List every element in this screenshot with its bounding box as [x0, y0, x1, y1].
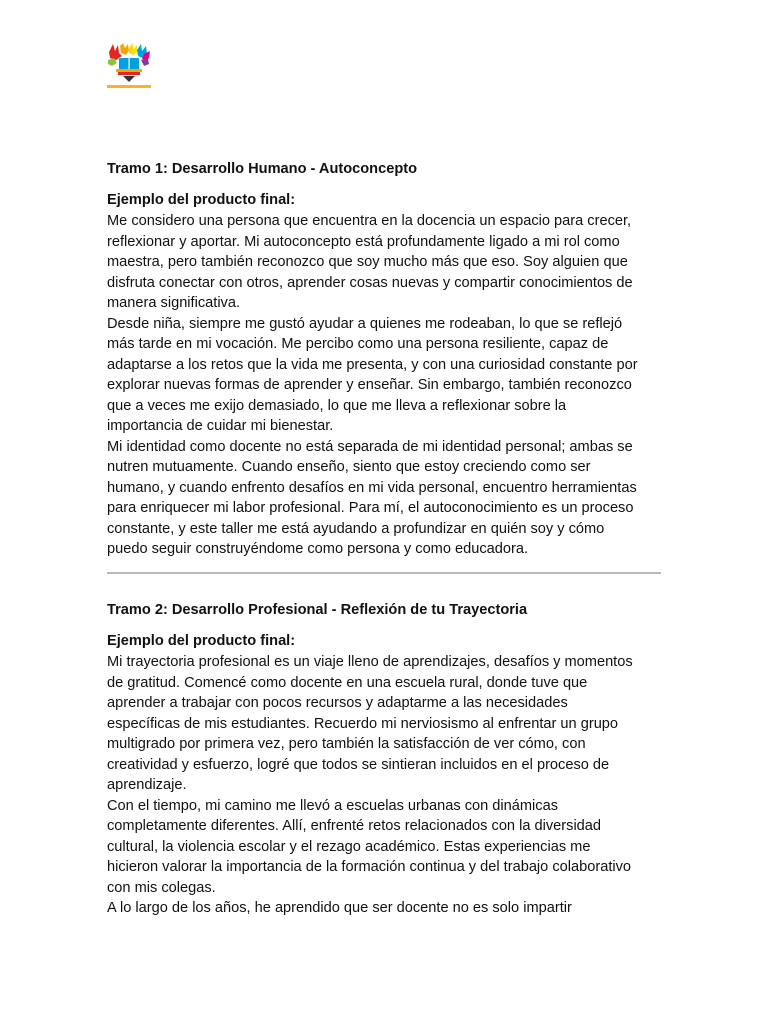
- text-line: adaptarse a los retos que la vida me presenta, y con una curiosidad constante por: [107, 356, 638, 373]
- text-line: nutren mutuamente. Cuando enseño, siento que estoy creciendo como ser: [107, 459, 591, 475]
- section1-title: Tramo 1: Desarrollo Humano - Autoconcepto: [107, 161, 418, 177]
- text-line: completamente diferentes. Allí, enfrenté retos relacionados con la diversidad: [107, 818, 602, 834]
- section2-text: [107, 652, 667, 919]
- text-line: maestra, pero también reconozco que soy mucho más que eso. Soy alguien que: [107, 254, 628, 270]
- text-line: Mi identidad como docente no está separada de mi identidad personal; ambas se: [107, 438, 633, 455]
- logo-mark-icon: [106, 42, 152, 90]
- section-divider: [107, 572, 661, 574]
- text-line: aprender a trabajar con pocos recursos y adaptarme a las necesidades: [107, 695, 568, 711]
- text-line: Desde niña, siempre me gustó ayudar a quienes me rodeaban, lo que se reflejó: [107, 315, 623, 332]
- text-line: creatividad y esfuerzo, logré que todos se sintieran incluidos en el proceso de: [107, 756, 610, 773]
- text-line: hicieron valorar la importancia de la formación continua y del trabajo colaborativo: [107, 859, 632, 875]
- text-line: Me considero una persona que encuentra en la docencia un espacio para crecer,: [107, 213, 632, 229]
- text-line: importancia de cuidar mi bienestar.: [107, 418, 334, 434]
- text-line: Mi trayectoria profesional es un viaje lleno de aprendizajes, desafíos y momentos: [107, 654, 633, 670]
- text-line: aprendizaje.: [107, 777, 187, 793]
- text-line: específicas de mis estudiantes. Recuerdo mi nerviosismo al enfrentar un grupo: [107, 715, 619, 732]
- text-line: con mis colegas.: [107, 879, 216, 896]
- text-line: explorar nuevas formas de aprender y enseñar. Sin embargo, también reconozco: [107, 377, 632, 393]
- text-line: constante, y este taller me está ayudando a profundizar en quién soy y cómo: [107, 520, 605, 537]
- text-line: multigrado por primera vez, pero también la satisfacción de ver cómo, con: [107, 736, 586, 752]
- section2-subhead: Ejemplo del producto final:: [107, 633, 296, 649]
- text-line: humano, y cuando enfrento desafíos en mi vida personal, encuentro herramientas: [107, 479, 637, 496]
- text-line: más tarde en mi vocación. Me percibo como una persona resiliente, capaz de: [107, 336, 609, 352]
- text-line: Con el tiempo, mi camino me llevó a escuelas urbanas con dinámicas: [107, 797, 559, 814]
- text-line: cultural, la violencia escolar y el rezago académico. Estas experiencias me: [107, 838, 591, 855]
- text-line: A lo largo de los años, he aprendido que ser docente no es solo impartir: [107, 900, 572, 916]
- section1-subhead: Ejemplo del producto final:: [107, 192, 296, 208]
- text-line: que a veces me exijo demasiado, lo que me lleva a reflexionar sobre la: [107, 397, 567, 414]
- text-line: manera significativa.: [107, 295, 241, 311]
- text-line: reflexionar y aportar. Mi autoconcepto está profundamente ligado a mi rol como: [107, 233, 620, 250]
- text-line: de gratitud. Comencé como docente en una escuela rural, donde tuve que: [107, 674, 588, 691]
- text-line: puedo seguir construyéndome como persona y como educadora.: [107, 541, 529, 557]
- text-line: para enriquecer mi labor profesional. Para mí, el autoconocimiento es un proceso: [107, 500, 634, 516]
- section1-text: [107, 211, 667, 560]
- section2-title: Tramo 2: Desarrollo Profesional - Reflexión de tu Trayectoria: [107, 602, 528, 618]
- docentes-logo: [106, 42, 152, 90]
- text-line: disfruta conectar con otros, aprender cosas nuevas y compartir conocimientos de: [107, 274, 633, 291]
